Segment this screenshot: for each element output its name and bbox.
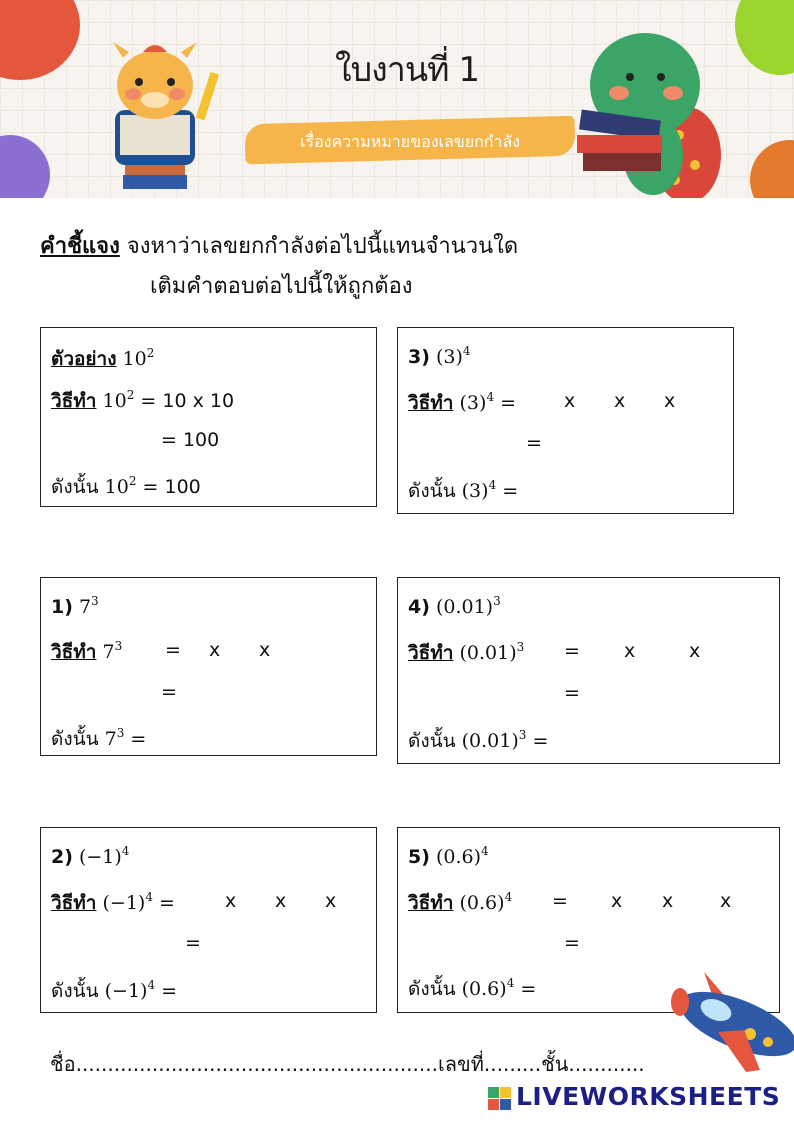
equals-sign: =: [500, 392, 517, 414]
times-sign: x: [664, 390, 676, 412]
example-label: ตัวอย่าง: [51, 348, 117, 370]
times-sign: x: [325, 890, 337, 912]
decor-blob-purple: [0, 135, 50, 198]
problem-number: 4): [408, 596, 430, 618]
problem-1-box: [40, 577, 377, 756]
times-sign: x: [225, 890, 237, 912]
worksheet-subtitle: เรื่องความหมายของเลขยกกำลัง: [300, 132, 521, 151]
equals-sign: =: [130, 728, 147, 750]
equals-sign: =: [161, 980, 178, 1002]
therefore-label: ดังนั้น: [408, 480, 456, 502]
example-box: [40, 327, 377, 507]
problem-power: $(0.01)^3$: [459, 640, 525, 664]
example-power: $10^2$: [104, 474, 137, 498]
method-label: วิธีทำ: [408, 892, 454, 914]
equals-sign: =: [526, 432, 542, 454]
problem-power: $(-1)^4$: [102, 890, 153, 914]
problem-power: $(0.6)^4$: [461, 976, 515, 1000]
times-sign: x: [564, 390, 576, 412]
airplane-illustration: [660, 972, 794, 1082]
times-sign: x: [662, 890, 674, 912]
equals-sign: =: [165, 639, 181, 661]
example-answer: = 100: [142, 476, 201, 498]
decor-blob-orange: [750, 140, 794, 198]
problem-power: $(0.01)^3$: [461, 728, 527, 752]
problem-power: $(3)^4$: [461, 478, 497, 502]
problem-power: $(-1)^4$: [104, 978, 156, 1002]
problem-number: 1): [51, 596, 73, 618]
problem-3-box: [397, 327, 734, 514]
example-power: $10^2$: [102, 388, 135, 412]
problem-power: $(3)^4$: [459, 390, 495, 414]
instructions: [40, 226, 518, 268]
times-sign: x: [275, 890, 287, 912]
therefore-label: ดังนั้น: [51, 980, 99, 1002]
equals-sign: =: [161, 681, 177, 703]
problem-power: $7^3$: [102, 639, 123, 663]
times-sign: x: [624, 640, 636, 662]
student-info-line: ชื่อ.........................................................เลขที่.........ชั้น............: [50, 1052, 645, 1076]
instructions-line-2: เติมคำตอบต่อไปนี้ให้ถูกต้อง: [150, 274, 413, 299]
equals-sign: =: [564, 682, 580, 704]
method-label: วิธีทำ: [408, 392, 454, 414]
problem-power: $(3)^4$: [435, 344, 471, 368]
equals-sign: =: [502, 480, 519, 502]
liveworksheets-logo-icon: [488, 1087, 512, 1111]
equals-sign: =: [532, 730, 549, 752]
equals-sign: =: [564, 932, 580, 954]
header-banner: [0, 0, 794, 198]
problem-power: $(0.01)^3$: [435, 594, 501, 618]
turtle-mascot-illustration: [575, 15, 725, 198]
method-label: วิธีทำ: [51, 641, 97, 663]
problem-number: 2): [51, 846, 73, 868]
problem-power: $(0.6)^4$: [459, 890, 513, 914]
problem-number: 5): [408, 846, 430, 868]
times-sign: x: [614, 390, 626, 412]
problem-power: $(0.6)^4$: [435, 844, 489, 868]
problem-power: $(-1)^4$: [78, 844, 130, 868]
method-label: วิธีทำ: [51, 390, 97, 412]
problem-2-box: [40, 827, 377, 1013]
decor-blob-green: [735, 0, 794, 75]
times-sign: x: [689, 640, 701, 662]
therefore-label: ดังนั้น: [51, 728, 99, 750]
equals-sign: =: [159, 892, 175, 914]
example-power: $10^2$: [122, 346, 155, 370]
problem-power: $7^3$: [78, 594, 99, 618]
times-sign: x: [611, 890, 623, 912]
problem-power: $7^3$: [104, 726, 125, 750]
times-sign: x: [209, 639, 221, 661]
problem-number: 3): [408, 346, 430, 368]
equals-sign: =: [520, 978, 537, 1000]
method-label: วิธีทำ: [408, 642, 454, 664]
cow-mascot-illustration: [95, 30, 225, 195]
equals-sign: =: [564, 640, 580, 662]
instructions-label: คำชี้แจง: [40, 234, 120, 259]
decor-blob-red: [0, 0, 80, 80]
therefore-label: ดังนั้น: [51, 476, 99, 498]
instructions-line-1: จงหาว่าเลขยกกำลังต่อไปนี้แทนจำนวนใด: [126, 234, 519, 259]
times-sign: x: [720, 890, 732, 912]
times-sign: x: [259, 639, 271, 661]
example-result: = 100: [161, 429, 220, 451]
liveworksheets-brand: LIVEWORKSHEETS: [516, 1082, 781, 1111]
therefore-label: ดังนั้น: [408, 978, 456, 1000]
problem-4-box: [397, 577, 780, 764]
equals-sign: =: [552, 890, 568, 912]
equals-sign: =: [185, 932, 201, 954]
example-expansion: = 10 x 10: [140, 390, 235, 412]
therefore-label: ดังนั้น: [408, 730, 456, 752]
worksheet-title: ใบงานที่ 1: [335, 50, 479, 90]
method-label: วิธีทำ: [51, 892, 97, 914]
